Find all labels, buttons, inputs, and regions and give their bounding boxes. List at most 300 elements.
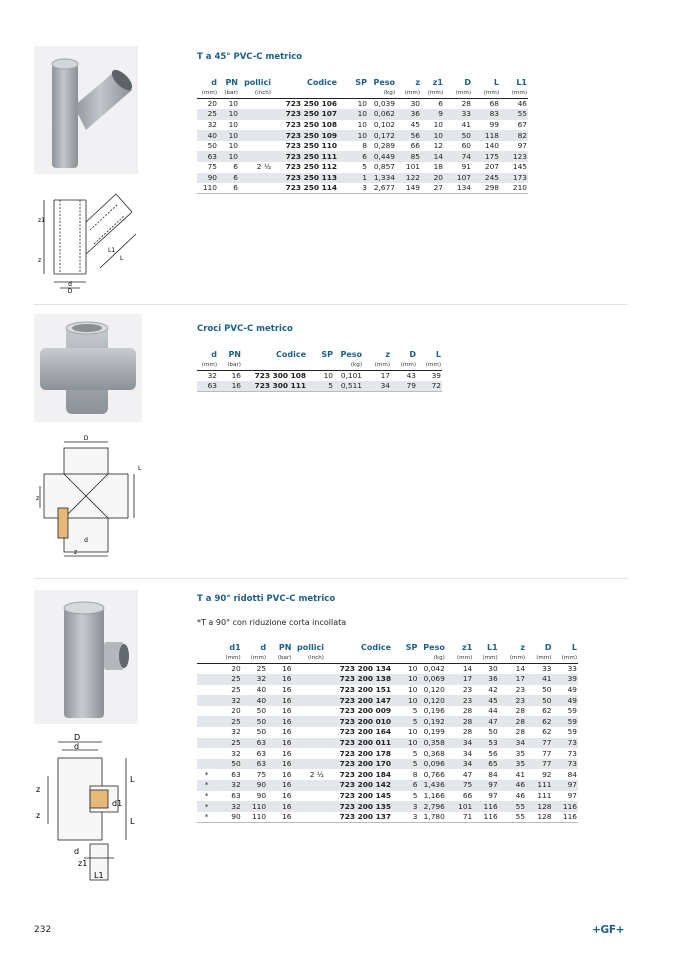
table-cell: [197, 674, 217, 685]
table-cell: 82: [500, 130, 528, 141]
dim-label: d: [74, 847, 80, 856]
table-cell: [292, 780, 325, 791]
dim-label: D: [74, 733, 81, 742]
table-cell: 116: [552, 801, 578, 812]
table-cell: 47: [473, 716, 498, 727]
table-row: [197, 685, 578, 696]
header-cell: d: [211, 78, 217, 87]
table-row: [197, 695, 578, 706]
table-cell: 23: [499, 695, 526, 706]
table-cell: 59: [567, 727, 577, 737]
table-cell: 25: [197, 109, 218, 120]
table-row: [197, 173, 528, 184]
table-cell: 50: [488, 727, 498, 737]
table-cell: [292, 664, 325, 675]
header-cell: Peso: [423, 643, 445, 652]
table-cell: 25: [217, 738, 241, 749]
header-cell: (mm): [242, 653, 267, 664]
table-cell: 6: [233, 162, 238, 172]
table-cell: 5: [307, 381, 334, 392]
header-cell: pollici: [244, 78, 271, 87]
table-cell: [239, 99, 272, 110]
table-cell: 34: [363, 381, 391, 392]
table-cell: 65: [473, 759, 498, 770]
dim-label: z1: [78, 859, 88, 868]
table-cell: 79: [391, 381, 417, 392]
table-row: [197, 664, 578, 675]
table-cell: 17: [380, 371, 390, 381]
table-cell: 16: [267, 812, 292, 823]
table-cell: 723 200 170: [325, 759, 392, 770]
table-cell: 45: [473, 695, 498, 706]
table-cell: 6: [438, 99, 443, 109]
table-cell: 723 200 011: [325, 738, 392, 749]
table-cell: 0,766: [423, 769, 445, 779]
gf-logo: +GF+: [592, 924, 625, 936]
table-cell: 25: [217, 674, 241, 685]
header-cell: [242, 360, 307, 371]
header-cell: (mm): [526, 653, 552, 664]
table-cell: 41: [526, 674, 552, 685]
table-units-row: [197, 360, 442, 371]
table-cell: 723 250 109: [272, 130, 338, 141]
table-cell: 723 200 009: [339, 706, 392, 716]
table-cell: 5: [412, 790, 418, 800]
table-cell: 723 200 151: [339, 684, 392, 694]
table-cell: 3: [338, 183, 368, 194]
table-cell: 0,192: [418, 716, 445, 727]
table-cell: 17: [446, 674, 473, 685]
header-cell: pollici: [297, 643, 324, 652]
header-cell: (mm): [499, 653, 526, 664]
table-cell: 0,449: [368, 151, 396, 162]
table-cell: 110: [242, 801, 267, 812]
table-cell: [292, 812, 325, 823]
header-cell: L: [493, 78, 499, 87]
table-cell: 723 200 135: [325, 801, 392, 812]
table-cell: 16: [267, 801, 292, 812]
table-cell: [239, 120, 272, 131]
table-cell: 140: [484, 141, 499, 151]
table-cell: 111: [526, 780, 552, 791]
table-cell: 110: [197, 183, 218, 194]
table-row: [197, 738, 578, 749]
table-cell: 723 250 110: [285, 141, 337, 151]
table-cell: 18: [433, 162, 443, 172]
table-cell: 49: [567, 684, 577, 694]
header-cell: (mm): [473, 653, 498, 664]
dim-label: z: [38, 257, 42, 264]
spec-table: [197, 78, 528, 194]
table-cell: 84: [488, 769, 498, 779]
dim-label: L: [120, 255, 124, 262]
table-cell: 53: [473, 738, 498, 749]
header-cell: (mm): [446, 653, 473, 664]
table-cell: 723 200 010: [325, 716, 392, 727]
table-cell: 123: [500, 151, 528, 162]
table-cell: 118: [472, 130, 500, 141]
table-cell: 10: [228, 141, 238, 151]
table-cell: 20: [421, 173, 444, 184]
dim-label: z: [36, 785, 41, 794]
table-cell: 28: [462, 727, 473, 737]
table-cell: 0,069: [418, 674, 445, 685]
table-cell: 16: [282, 684, 292, 694]
table-cell: 8: [412, 769, 418, 779]
header-cell: (mm): [421, 88, 444, 99]
section-title: T a 45° PVC-C metrico: [197, 52, 303, 62]
table-cell: 723 250 107: [272, 109, 338, 120]
table-cell: 83: [472, 109, 500, 120]
table-cell: 723 200 164: [339, 727, 392, 737]
table-cell: 0,289: [373, 141, 395, 151]
table-cell: 2 ½: [256, 162, 271, 172]
table-cell: 20: [231, 664, 241, 674]
tee45-fitting-icon: [34, 46, 138, 174]
header-cell: (mm): [444, 88, 472, 99]
table-cell: 10: [218, 151, 239, 162]
header-cell: (mm): [500, 88, 528, 99]
table-cell: 10: [228, 99, 238, 109]
header-cell: D: [409, 350, 416, 359]
table-cell: 1,780: [418, 812, 445, 823]
header-cell: D: [464, 78, 471, 87]
table-cell: 175: [472, 151, 500, 162]
header-cell: (mm): [391, 360, 417, 371]
header-cell: z: [385, 350, 390, 359]
table-cell: [197, 759, 217, 770]
table-cell: [292, 674, 325, 685]
header-cell: Codice: [275, 350, 306, 359]
table-cell: 90: [242, 780, 267, 791]
table-cell: 77: [526, 738, 552, 749]
table-cell: 34: [446, 738, 473, 749]
table-cell: 44: [488, 706, 498, 716]
table-cell: 45: [410, 119, 420, 129]
cross-photo: [34, 314, 142, 422]
dim-label: z: [36, 811, 41, 820]
table-cell: 1,436: [418, 780, 445, 791]
header-cell: [307, 360, 334, 371]
table-cell: 101: [446, 801, 473, 812]
table-cell: 28: [446, 716, 473, 727]
dim-label: L1: [108, 247, 116, 254]
table-cell: [239, 130, 272, 141]
table-cell: 5: [412, 748, 418, 758]
table-row: [197, 381, 442, 392]
table-cell: 6: [338, 151, 368, 162]
dim-label: d: [74, 742, 80, 751]
header-cell: (mm): [472, 88, 500, 99]
table-cell: 10: [218, 130, 239, 141]
table-cell: 55: [499, 801, 526, 812]
table-cell: 20: [207, 99, 217, 109]
table-cell: 50: [526, 695, 552, 706]
table-cell: 10: [218, 109, 239, 120]
header-cell: [325, 653, 392, 664]
table-cell: 723 200 147: [325, 695, 392, 706]
table-cell: 145: [512, 162, 527, 172]
table-cell: 2,796: [418, 801, 445, 812]
header-cell: [338, 88, 368, 99]
table-row: [197, 120, 528, 131]
table-cell: 63: [242, 759, 267, 770]
table-cell: 97: [473, 780, 498, 791]
header-cell: (kg): [418, 653, 445, 664]
table-cell: 73: [567, 748, 577, 758]
table-cell: 62: [526, 716, 552, 727]
table-cell: [197, 748, 217, 759]
table-cell: 10: [338, 109, 368, 120]
table-cell: 0,857: [373, 162, 395, 172]
table-cell: 3: [392, 801, 418, 812]
table-cell: 27: [421, 183, 444, 194]
table-cell: 10: [421, 130, 444, 141]
table-cell: 16: [267, 738, 292, 749]
spec-table: [197, 350, 442, 392]
table-cell: 3: [392, 812, 418, 823]
table-cell: *: [204, 790, 209, 800]
table-cell: 2,677: [368, 183, 396, 194]
table-row: [197, 371, 442, 382]
table-cell: *: [204, 769, 209, 779]
page-number: 232: [34, 925, 52, 935]
table-cell: 46: [499, 780, 526, 791]
table-cell: 1,166: [423, 790, 445, 800]
header-cell: [197, 643, 217, 653]
table-cell: [239, 183, 272, 194]
table-cell: 32: [217, 695, 241, 706]
table-row: [197, 183, 528, 194]
table-cell: [292, 748, 325, 759]
table-cell: 39: [431, 371, 441, 381]
header-cell: (kg): [368, 88, 396, 99]
table-row: [197, 706, 578, 717]
table-cell: 55: [500, 109, 528, 120]
table-header-row: [197, 78, 528, 88]
table-cell: 2 ½: [309, 769, 324, 779]
table-cell: 50: [242, 716, 267, 727]
table-cell: 77: [526, 759, 552, 770]
table-cell: 101: [405, 162, 420, 172]
table-cell: 75: [207, 162, 217, 172]
section-title: Croci PVC-C metrico: [197, 324, 293, 334]
table-units-row: [197, 653, 578, 664]
table-cell: 73: [552, 759, 578, 770]
table-cell: 34: [462, 748, 473, 758]
header-cell: PN: [228, 350, 241, 359]
table-cell: 40: [197, 130, 218, 141]
dim-label: L: [130, 775, 135, 784]
table-cell: 116: [473, 812, 498, 823]
table-cell: 50: [207, 141, 217, 151]
table-row: [197, 780, 578, 791]
table-cell: 46: [517, 99, 527, 109]
table-cell: 10: [408, 684, 418, 694]
table-cell: 10: [392, 695, 418, 706]
header-cell: L1: [516, 78, 527, 87]
header-cell: (bar): [218, 88, 239, 99]
table-cell: [292, 791, 325, 802]
table-cell: 75: [256, 769, 267, 779]
table-row: [197, 801, 578, 812]
table-cell: 16: [282, 790, 292, 800]
table-cell: 32: [231, 748, 241, 758]
table-cell: 16: [267, 674, 292, 685]
table-cell: 116: [473, 801, 498, 812]
table-cell: [292, 695, 325, 706]
table-cell: 111: [537, 790, 552, 800]
table-cell: 28: [515, 727, 526, 737]
table-cell: 10: [323, 371, 333, 381]
table-cell: 149: [396, 183, 421, 194]
tee90-dimension-icon: [34, 728, 150, 884]
table-cell: 63: [231, 769, 241, 779]
table-cell: 0,172: [368, 130, 396, 141]
table-cell: 35: [515, 748, 526, 758]
tee90-photo: [34, 590, 138, 724]
table-cell: 50: [444, 130, 472, 141]
table-cell: 16: [231, 371, 241, 381]
table-cell: 723 250 113: [272, 173, 338, 184]
table-cell: 5: [412, 706, 418, 716]
table-cell: 49: [552, 695, 578, 706]
header-cell: z1: [462, 643, 473, 652]
table-cell: 723 250 106: [285, 99, 337, 109]
table-cell: 16: [282, 769, 292, 779]
table-cell: 6: [218, 173, 239, 184]
dim-label: z: [74, 549, 78, 556]
table-cell: [197, 716, 217, 727]
table-cell: 34: [499, 738, 526, 749]
table-cell: [239, 173, 272, 184]
table-cell: 33: [542, 664, 552, 674]
table-row: [197, 748, 578, 759]
table-row: [197, 162, 528, 173]
table-cell: 723 200 134: [339, 664, 392, 674]
table-cell: 71: [446, 812, 473, 823]
table-cell: 28: [461, 99, 471, 109]
header-cell: (mm): [552, 653, 578, 664]
table-cell: 10: [408, 727, 418, 737]
table-cell: 10: [228, 119, 238, 129]
header-cell: (inch): [239, 88, 272, 99]
dim-label: d1: [112, 799, 123, 808]
table-cell: 10: [357, 99, 367, 109]
table-cell: 0,368: [423, 748, 445, 758]
section-divider: [34, 304, 628, 305]
table-cell: [239, 151, 272, 162]
header-cell: Peso: [373, 78, 395, 87]
spec-table: [197, 643, 578, 823]
table-cell: 17: [499, 674, 526, 685]
header-cell: Codice: [306, 78, 337, 87]
header-cell: z: [415, 78, 420, 87]
table-cell: 9: [421, 109, 444, 120]
table-cell: 210: [500, 183, 528, 194]
table-cell: 32: [217, 780, 241, 791]
dim-label: D: [67, 288, 73, 294]
table-cell: 63: [197, 151, 218, 162]
table-row: [197, 727, 578, 738]
table-cell: 62: [542, 706, 552, 716]
table-cell: 32: [207, 119, 217, 129]
table-units-row: [197, 88, 528, 99]
header-cell: [197, 653, 217, 664]
table-cell: 56: [396, 130, 421, 141]
table-cell: 0,062: [368, 109, 396, 120]
header-cell: (bar): [218, 360, 242, 371]
table-cell: 32: [231, 727, 241, 737]
table-cell: 47: [462, 769, 473, 779]
table-cell: [239, 141, 272, 152]
header-cell: (mm): [197, 88, 218, 99]
table-cell: 23: [462, 684, 473, 694]
table-cell: 32: [242, 674, 267, 685]
table-cell: 28: [499, 716, 526, 727]
table-cell: 85: [396, 151, 421, 162]
table-cell: 99: [489, 119, 499, 129]
tee90-fitting-icon: [34, 590, 138, 724]
table-cell: 10: [392, 674, 418, 685]
table-cell: 1,334: [368, 173, 396, 184]
table-cell: 173: [500, 173, 528, 184]
table-cell: 32: [217, 801, 241, 812]
table-cell: 33: [567, 664, 577, 674]
table-row: [197, 141, 528, 152]
table-cell: 97: [488, 790, 498, 800]
table-cell: 16: [267, 716, 292, 727]
table-cell: 63: [256, 748, 267, 758]
table-header-row: [197, 350, 442, 360]
table-cell: [292, 716, 325, 727]
table-cell: 67: [517, 119, 527, 129]
table-cell: 0,101: [340, 371, 362, 381]
header-cell: SP: [355, 78, 367, 87]
table-cell: 723 200 184: [339, 769, 392, 779]
table-cell: 0,120: [418, 695, 445, 706]
table-cell: 14: [421, 151, 444, 162]
table-cell: 723 200 138: [325, 674, 392, 685]
table-cell: 12: [433, 141, 443, 151]
table-row: [197, 716, 578, 727]
table-cell: 723 250 111: [272, 151, 338, 162]
dim-label: z: [36, 495, 40, 502]
table-cell: 16: [282, 706, 292, 716]
table-cell: 60: [461, 141, 471, 151]
table-cell: 63: [231, 790, 241, 800]
table-cell: 43: [406, 371, 416, 381]
section-divider: [34, 578, 628, 579]
table-cell: 59: [552, 716, 578, 727]
table-cell: 5: [392, 759, 418, 770]
table-cell: 16: [282, 727, 292, 737]
table-row: [197, 812, 578, 823]
table-header-row: [197, 643, 578, 653]
table-cell: 84: [567, 769, 577, 779]
table-cell: 122: [396, 173, 421, 184]
table-cell: 20: [231, 706, 241, 716]
table-cell: 6: [392, 780, 418, 791]
dim-label: d: [68, 281, 72, 288]
header-cell: (mm): [417, 360, 442, 371]
table-cell: 245: [472, 173, 500, 184]
table-cell: 40: [256, 684, 267, 694]
table-cell: 97: [567, 790, 577, 800]
table-cell: 1: [338, 173, 368, 184]
table-cell: 33: [444, 109, 472, 120]
table-cell: *: [197, 801, 217, 812]
